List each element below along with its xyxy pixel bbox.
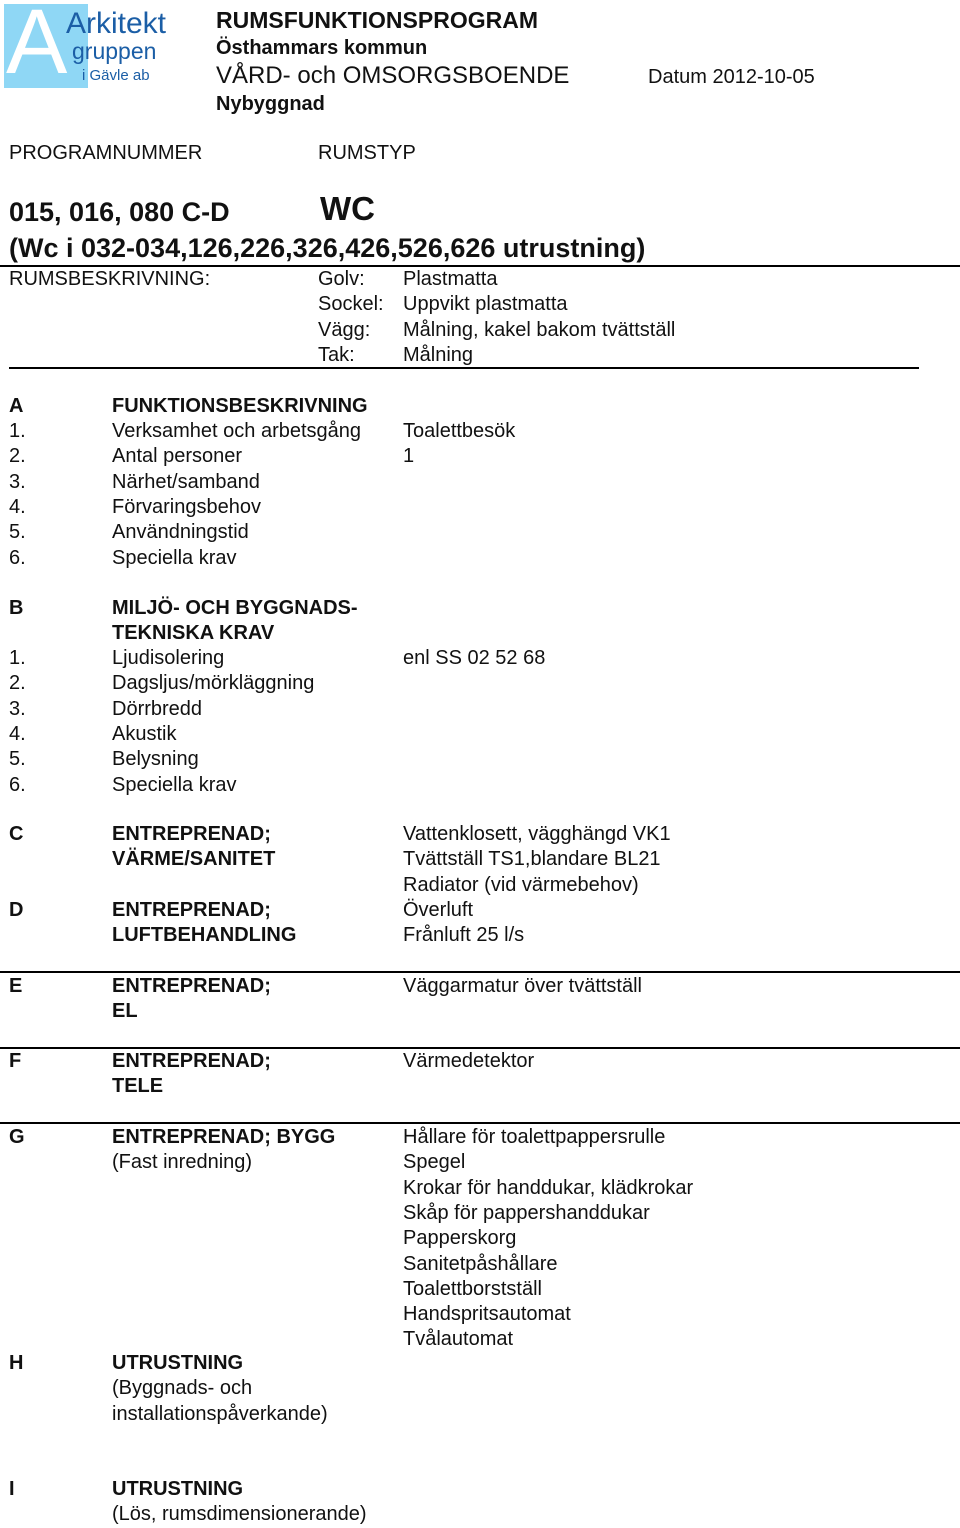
item-label: Speciella krav bbox=[112, 773, 237, 796]
logo-text-line3: i Gävle ab bbox=[82, 67, 150, 84]
section-title-line: installationspåverkande) bbox=[112, 1402, 328, 1425]
section-title-line: ENTREPRENAD; bbox=[112, 975, 271, 997]
item-number: 5. bbox=[9, 521, 26, 544]
description-value: Uppvikt plastmatta bbox=[403, 293, 568, 316]
document-date: Datum 2012-10-05 bbox=[648, 66, 815, 88]
section-value: Värmedetektor bbox=[403, 1050, 535, 1072]
section-value: Väggarmatur över tvättställ bbox=[403, 975, 642, 997]
section-title-line: (Byggnads- och bbox=[112, 1377, 253, 1400]
description-key: Tak: bbox=[318, 343, 355, 366]
section-value: Radiator (vid värmebehov) bbox=[403, 873, 639, 896]
section-divider bbox=[0, 1122, 960, 1124]
section-a-letter: A bbox=[9, 395, 24, 417]
section-value: Frånluft 25 l/s bbox=[403, 924, 525, 947]
description-key: Sockel: bbox=[318, 293, 384, 316]
program-numbers: 015, 016, 080 C-D bbox=[9, 197, 230, 227]
item-label: Dörrbredd bbox=[112, 697, 203, 720]
section-value: Krokar för handdukar, klädkrokar bbox=[403, 1176, 694, 1199]
logo-letter-a: A bbox=[6, 0, 68, 93]
item-number: 2. bbox=[9, 672, 26, 695]
description-value: Plastmatta bbox=[403, 268, 498, 290]
item-number: 1. bbox=[9, 647, 26, 669]
section-title-line: ENTREPRENAD; bbox=[112, 823, 271, 845]
item-label: Närhet/samband bbox=[112, 470, 260, 493]
item-label: Akustik bbox=[112, 722, 177, 745]
section-title-line: (Fast inredning) bbox=[112, 1151, 253, 1174]
company-logo bbox=[4, 0, 167, 93]
section-letter: I bbox=[9, 1478, 15, 1500]
building-type: Nybyggnad bbox=[216, 93, 325, 115]
section-letter: G bbox=[9, 1126, 25, 1148]
room-type-label: RUMSTYP bbox=[318, 142, 416, 164]
section-letter: E bbox=[9, 975, 23, 997]
project-name: VÅRD- och OMSORGSBOENDE bbox=[216, 62, 570, 89]
item-number: 4. bbox=[9, 495, 26, 518]
section-b-letter: B bbox=[9, 597, 24, 619]
section-letter: F bbox=[9, 1050, 22, 1072]
section-value: Papperskorg bbox=[403, 1227, 517, 1250]
section-value: Tvålautomat bbox=[403, 1328, 514, 1351]
logo-text-line2: gruppen bbox=[72, 38, 157, 64]
section-title-line: (Lös, rumsdimensionerande) bbox=[112, 1503, 367, 1526]
item-number: 2. bbox=[9, 445, 26, 468]
item-label: Ljudisolering bbox=[112, 647, 225, 669]
item-label: Belysning bbox=[112, 748, 199, 771]
section-letter: C bbox=[9, 823, 24, 845]
section-value: Överluft bbox=[403, 899, 474, 921]
section-letter: H bbox=[9, 1352, 24, 1374]
section-value: Hållare för toalettpappersrulle bbox=[403, 1126, 666, 1148]
section-value: Handspritsautomat bbox=[403, 1303, 571, 1326]
section-title-line: EL bbox=[112, 1000, 138, 1023]
item-label: Speciella krav bbox=[112, 546, 237, 569]
section-title-line: LUFTBEHANDLING bbox=[112, 924, 297, 947]
item-value: 1 bbox=[403, 445, 415, 468]
section-value: Tvättställ TS1,blandare BL21 bbox=[403, 848, 661, 871]
item-value: Toalettbesök bbox=[403, 420, 516, 442]
section-title-line: TELE bbox=[112, 1075, 164, 1098]
item-label: Verksamhet och arbetsgång bbox=[112, 420, 362, 442]
section-title-line: ENTREPRENAD; BYGG bbox=[112, 1126, 336, 1148]
equipment-note: (Wc i 032-034,126,226,326,426,526,626 utrustning) bbox=[9, 233, 646, 263]
item-label: Förvaringsbehov bbox=[112, 495, 261, 518]
room-description-label: RUMSBESKRIVNING: bbox=[9, 268, 211, 290]
item-number: 6. bbox=[9, 773, 26, 796]
item-label: Dagsljus/mörkläggning bbox=[112, 672, 315, 695]
section-value: Spegel bbox=[403, 1151, 466, 1174]
section-a-title: FUNKTIONSBESKRIVNING bbox=[112, 395, 368, 417]
item-number: 6. bbox=[9, 546, 26, 569]
section-value: Vattenklosett, vägghängd VK1 bbox=[403, 823, 671, 845]
description-key: Vägg: bbox=[318, 318, 371, 341]
document-title: RUMSFUNKTIONSPROGRAM bbox=[216, 7, 538, 33]
item-number: 1. bbox=[9, 420, 26, 442]
item-value: enl SS 02 52 68 bbox=[403, 647, 546, 669]
section-b-title-line2: TEKNISKA KRAV bbox=[112, 622, 275, 644]
item-label: Användningstid bbox=[112, 521, 249, 544]
item-number: 3. bbox=[9, 697, 26, 720]
item-label: Antal personer bbox=[112, 445, 243, 468]
item-number: 5. bbox=[9, 748, 26, 771]
section-value: Sanitetpåshållare bbox=[403, 1252, 558, 1275]
description-key: Golv: bbox=[318, 268, 365, 290]
section-title-line: UTRUSTNING bbox=[112, 1352, 244, 1374]
section-value: Skåp för pappershanddukar bbox=[403, 1201, 650, 1224]
section-title-line: ENTREPRENAD; bbox=[112, 899, 271, 921]
logo-text-line1: Arkitekt bbox=[66, 7, 167, 40]
section-divider bbox=[0, 971, 960, 973]
section-title-line: UTRUSTNING bbox=[112, 1478, 244, 1500]
room-type: WC bbox=[320, 190, 375, 227]
section-value: Toalettborstställ bbox=[403, 1277, 542, 1300]
municipality: Östhammars kommun bbox=[216, 37, 428, 59]
section-title-line: ENTREPRENAD; bbox=[112, 1050, 271, 1072]
section-title-line: VÄRME/SANITET bbox=[112, 848, 276, 871]
description-value: Målning, kakel bakom tvättställ bbox=[403, 318, 676, 341]
description-underline bbox=[9, 367, 919, 369]
section-letter: D bbox=[9, 899, 24, 921]
item-number: 4. bbox=[9, 722, 26, 745]
item-number: 3. bbox=[9, 470, 26, 493]
section-b-title-line1: MILJÖ- OCH BYGGNADS- bbox=[112, 597, 358, 619]
description-value: Målning bbox=[403, 343, 474, 366]
program-number-label: PROGRAMNUMMER bbox=[9, 142, 203, 164]
